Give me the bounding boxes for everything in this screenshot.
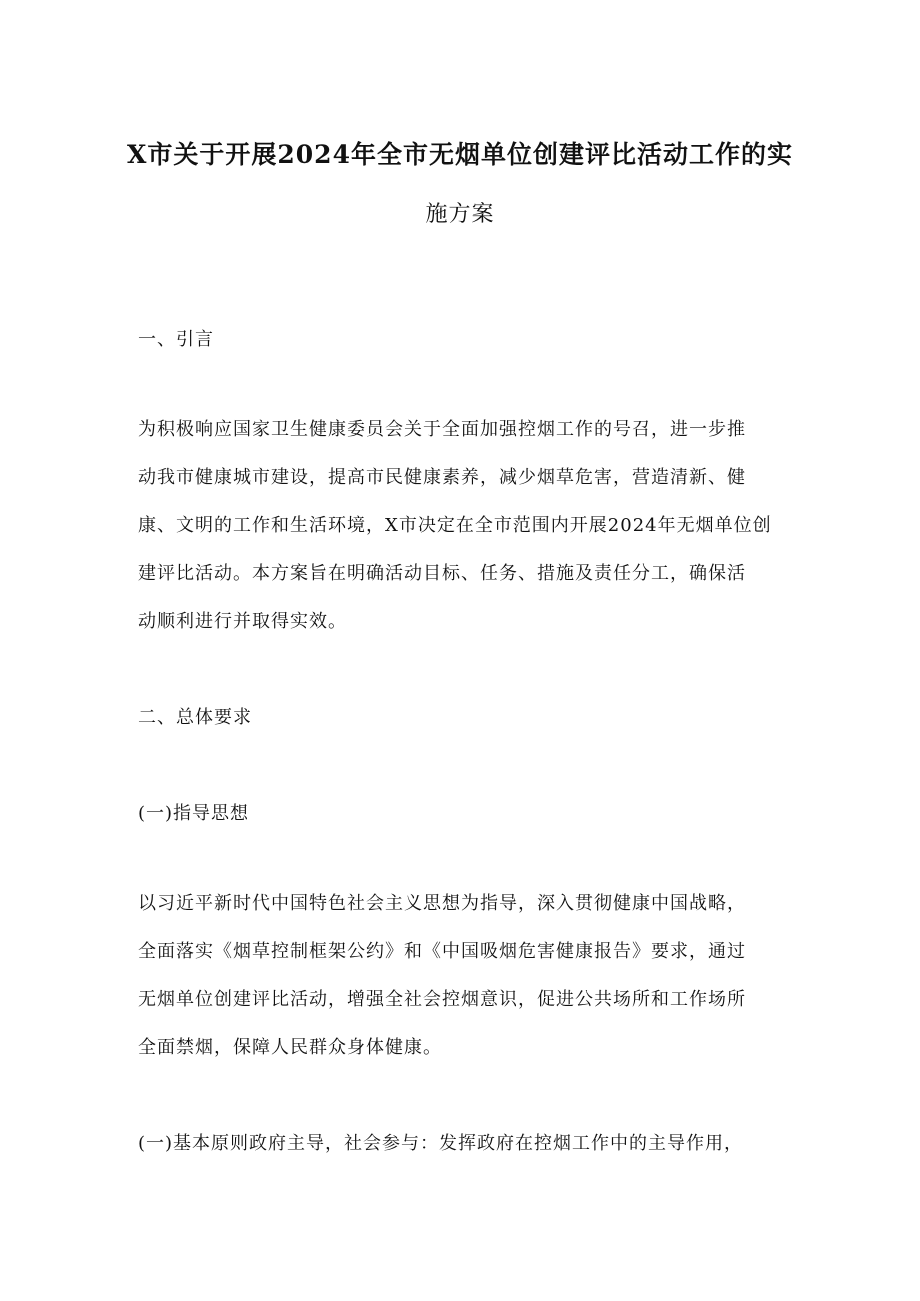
- paragraph-basic-principles: (一)基本原则政府主导，社会参与：发挥政府在控烟工作中的主导作用，: [138, 1133, 744, 1154]
- paragraph-line: 全面禁烟，保障人民群众身体健康。: [138, 1037, 442, 1058]
- paragraph-line: 为积极响应国家卫生健康委员会关于全面加强控烟工作的号召，进一步推: [138, 419, 746, 440]
- paragraph-line: 以习近平新时代中国特色社会主义思想为指导，深入贯彻健康中国战略，: [138, 893, 746, 914]
- section-heading-introduction: 一、引言: [138, 329, 214, 350]
- paragraph-line: 康、文明的工作和生活环境，X市决定在全市范围内开展2024年无烟单位创: [138, 515, 772, 536]
- paragraph-line: 动顺利进行并取得实效。: [138, 611, 347, 632]
- paragraph-guiding-ideology: [138, 880, 781, 1072]
- paragraph-line: 全面落实《烟草控制框架公约》和《中国吸烟危害健康报告》要求，通过: [138, 941, 746, 962]
- paragraph-line: 建评比活动。本方案旨在明确活动目标、任务、措施及责任分工，确保活: [138, 563, 746, 584]
- document-title-line-1: X市关于开展2024年全市无烟单位创建评比活动工作的实: [127, 140, 793, 169]
- paragraph-introduction: [138, 406, 781, 646]
- paragraph-line: 动我市健康城市建设，提高市民健康素养，减少烟草危害，营造清新、健: [138, 467, 746, 488]
- paragraph-line: 无烟单位创建评比活动，增强全社会控烟意识，促进公共场所和工作场所: [138, 989, 746, 1010]
- document-title-line-2: 施方案: [425, 202, 495, 227]
- section-heading-general-requirements: 二、总体要求: [138, 707, 252, 728]
- subsection-heading-guiding-ideology: (一)指导思想: [138, 803, 250, 824]
